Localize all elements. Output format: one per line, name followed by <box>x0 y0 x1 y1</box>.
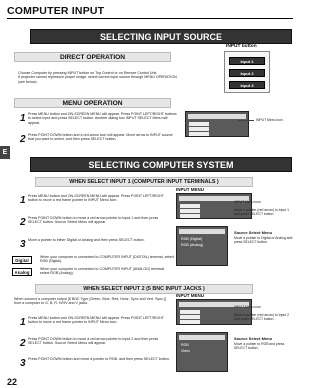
digital-label: Digital <box>12 256 32 264</box>
source-pointer-note: Move a pointer to Digital or Analog and press SELECT button. <box>234 236 293 244</box>
direct-paragraph: Choose Computer by pressing INPUT button on Top Control or on Remote Control Unit. If projector cannot reproduce proper image, select correct input source through MENU OPERATION (see below). <box>18 71 177 84</box>
input-button-caption: INPUT button <box>226 44 257 49</box>
step-number: 1 <box>20 317 26 328</box>
source-select-screen-b <box>176 332 228 372</box>
input1-step3-text: Move a pointer to either Digital or Analog and then press SELECT button. <box>28 238 145 242</box>
input-button-panel <box>224 51 270 93</box>
step-number: 3 <box>20 239 26 250</box>
input-menu-title: INPUT MENU <box>176 293 204 298</box>
menu-step2-text: Press POINT DOWN button and a red-arrow icon will appear. Move arrow to INPUT source that you want to select, and then press SELECT button. <box>28 133 173 142</box>
menu-bar <box>179 229 225 234</box>
input1-step2-text: Press POINT DOWN button to move a red arrow pointer to Input 1 and then press SELECT button. Source Select Menu will appear. <box>28 216 159 225</box>
subheading-input1: WHEN SELECT INPUT 1 (COMPUTER INPUT TERMINALS ) <box>35 177 253 187</box>
subheading-direct-operation: DIRECT OPERATION <box>14 52 171 62</box>
analog-label: Analog <box>12 268 32 276</box>
input-menu-title: INPUT MENU <box>176 187 204 192</box>
input-menu-icon-caption: INPUT Menu icon <box>256 118 283 122</box>
menu-item <box>189 132 209 136</box>
section-banner-computer-system: SELECTING COMPUTER SYSTEM <box>30 157 292 172</box>
input2-step2-text: Press POINT DOWN button to move a red arrow pointer to Input 2 and then press SELECT button. Source Select Menu will appear. <box>28 337 159 346</box>
pointer-note: Move a pointer (red arrow) to Input 1 and press SELECT button. <box>234 208 290 216</box>
step-number: 2 <box>20 217 26 228</box>
source-item-video: Video <box>181 349 191 353</box>
menu-bar <box>188 114 246 119</box>
subheading-menu-operation: MENU OPERATION <box>14 98 171 108</box>
input2-step1-text: Press MENU button and ON-SCREEN MENU will appear. Press POINT LEFT/RIGHT button to move a red frame pointer to INPUT Menu icon. <box>28 316 164 325</box>
callout-line <box>238 120 254 121</box>
menu-bar <box>179 335 225 340</box>
page-number: 22 <box>7 377 18 387</box>
input2-button[interactable]: Input 2 <box>229 69 265 77</box>
menu-item <box>180 214 200 218</box>
step-number: 1 <box>20 195 26 206</box>
source-pointer-note: Move a pointer to RGB and press SELECT button. <box>234 342 285 350</box>
source-select-title: Source Select Menu <box>234 336 273 341</box>
source-item-digital: RGB (Digital) <box>181 237 203 241</box>
input2-step3-text: Press POINT DOWN button and move a pointer to RGB, and then press SELECT button. <box>28 357 170 361</box>
section-banner-input-source: SELECTING INPUT SOURCE <box>30 29 292 44</box>
source-select-screen <box>176 226 228 266</box>
input3-button[interactable]: Input 3 <box>229 81 265 89</box>
menu-item <box>189 127 209 131</box>
language-tab: E <box>0 146 10 159</box>
source-item-analog: RGB (Analog) <box>181 243 204 247</box>
step-number: 2 <box>20 338 26 349</box>
menu-item <box>180 310 200 314</box>
input1-step1-text: Press MENU button and ON-SCREEN MENU will appear. Press POINT LEFT/RIGHT button to move a red frame pointer to INPUT Menu icon. <box>28 194 164 203</box>
source-item-rgb: RGB <box>181 343 189 347</box>
input-menu-b <box>176 299 252 325</box>
menu-item <box>189 122 209 126</box>
step-number: 2 <box>20 134 26 145</box>
subheading-input2: WHEN SELECT INPUT 2 (5 BNC INPUT JACKS ) <box>35 284 253 294</box>
title-rule <box>7 18 293 19</box>
menu-step1-text: Press MENU button and ON-SCREEN MENU will appear. Press POINT LEFT/RIGHT buttons to select Input and press SELECT button. Another dialog box INPUT SELECT Menu will appear. <box>28 112 177 125</box>
input-menu-icon-caption: INPUT Menu icon <box>234 200 261 204</box>
menu-item <box>180 320 200 324</box>
analog-text: When your computer is connected to COMPUTER INPUT (ANALOG) terminal, select RGB (Analog). <box>40 267 165 276</box>
step-number: 3 <box>20 358 26 369</box>
page-title: COMPUTER INPUT <box>7 5 105 17</box>
input2-intro-text: When connect a computer output [5 BNC Type (Green, Blue, Red, Horiz. Sync and Vert. Sync.)] from a computer to G, B, R, H/HV and V jacks. <box>14 297 167 306</box>
source-select-title: Source Select Menu <box>234 230 273 235</box>
input1-button[interactable]: Input 1 <box>229 57 265 65</box>
step-number: 1 <box>20 113 26 124</box>
input-menu-screenshot <box>185 111 249 137</box>
menu-item <box>180 204 200 208</box>
digital-text: When your computer is connected to COMPUTER INPUT (DIGITAL) terminal, select RGB (Digital). <box>40 255 175 264</box>
menu-item <box>180 209 200 213</box>
input-menu-icon-caption: INPUT Menu icon <box>234 305 261 309</box>
menu-item <box>180 315 200 319</box>
pointer-note: Move a pointer (red arrow) to Input 2 and press SELECT button. <box>234 313 290 321</box>
